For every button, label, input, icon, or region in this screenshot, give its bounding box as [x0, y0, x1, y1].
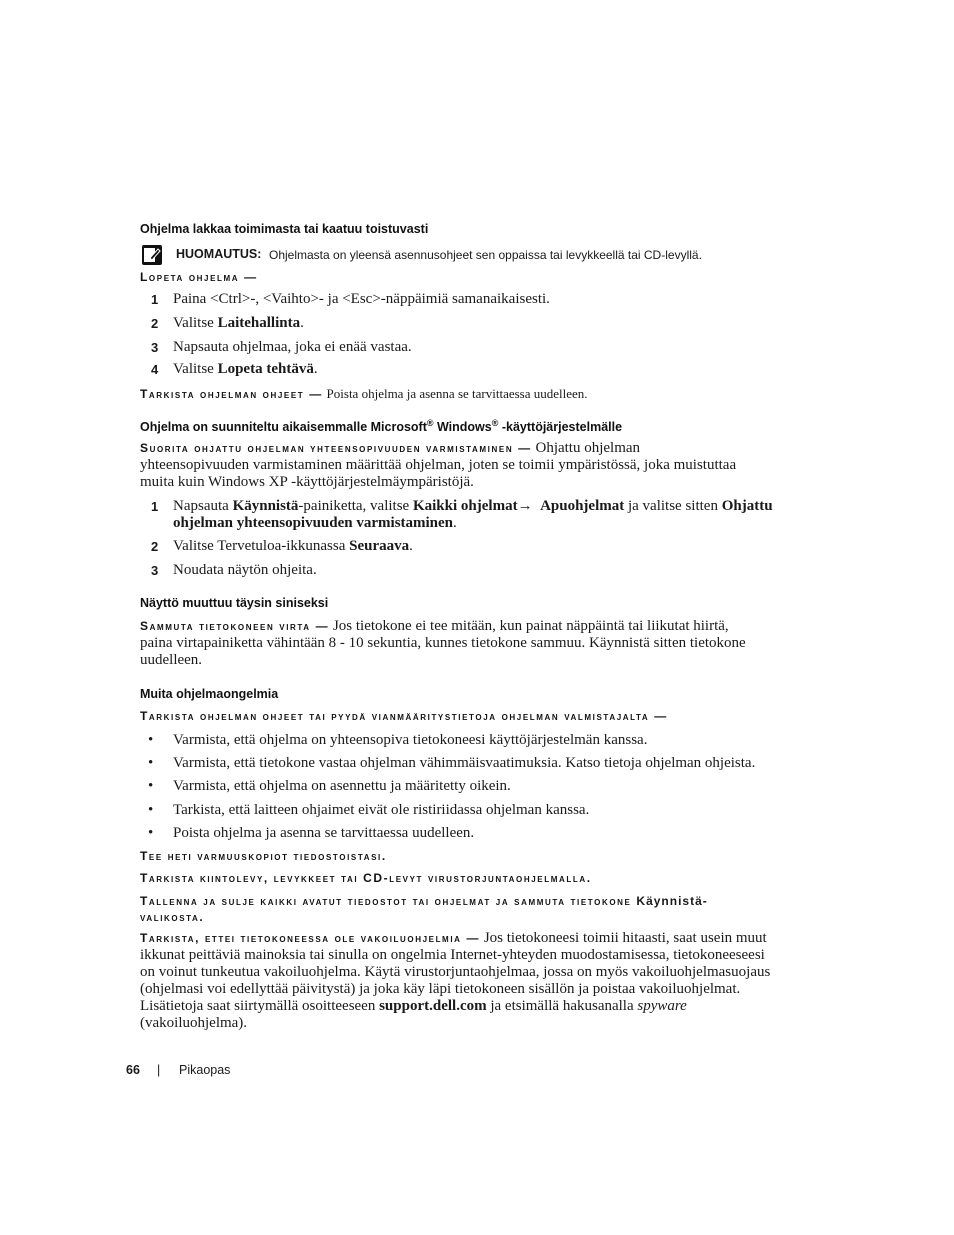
step-text: Valitse Tervetuloa-ikkunassa Seuraava.: [173, 538, 413, 554]
heading-program-crashes: Ohjelma lakkaa toimimasta tai kaatuu toistuvasti: [140, 222, 429, 236]
blue-screen-paragraph: Sammuta tietokoneen virta — Jos tietokone ei tee mitään, kun painat näppäintä tai liikutat hiirtä, paina virtapainiketta vähintään 8 - 10 sekuntia, kunnes tietokone sammuu. Käynnistä sitten tietokone uudelleen.: [140, 618, 746, 668]
lead-check-manufacturer: Tarkista ohjelman ohjeet tai pyydä vianmääritystietoja ohjelman valmistajalta —: [140, 709, 668, 723]
step-number: 1: [151, 499, 159, 514]
compatibility-paragraph: Suorita ohjattu ohjelman yhteensopivuuden varmistaminen — Ohjattu ohjelman yhteensopivuuden varmistaminen määrittää ohjelman, joten se toimii ympäristössä, joka muistuttaa muita kuin Windows XP -käyttöjärjestelmäympäristöjä.: [140, 440, 737, 490]
step-text: Napsauta Käynnistä-painiketta, valitse Kaikki ohjelmat→ Apuohjelmat ja valitse sitten Ohjattu ohjelman yhteensopivuuden varmistaminen.: [173, 498, 773, 531]
step-number: 3: [151, 340, 159, 355]
lead-backup: Tee heti varmuuskopiot tiedostoistasi.: [140, 849, 387, 863]
heading-other-problems: Muita ohjelmaongelmia: [140, 687, 279, 701]
footer-title: Pikaopas: [179, 1063, 231, 1077]
bullet-text: Varmista, että tietokone vastaa ohjelman vähimmäisvaatimuksia. Katso tietoja ohjelman ohjeista.: [173, 755, 756, 771]
bullet-text: Tarkista, että laitteen ohjaimet eivät ole ristiriidassa ohjelman kanssa.: [173, 802, 590, 818]
heading-older-windows: Ohjelma on suunniteltu aikaisemmalle Microsoft® Windows® -käyttöjärjestelmälle: [140, 418, 623, 435]
note-text: Ohjelmasta on yleensä asennusohjeet sen oppaissa tai levykkeellä tai CD-levyllä.: [269, 248, 702, 262]
step-text: Noudata näytön ohjeita.: [173, 562, 317, 578]
lead-end-program: Lopeta ohjelma —: [140, 270, 258, 284]
note-label: HUOMAUTUS:: [176, 247, 262, 261]
step-text: Valitse Laitehallinta.: [173, 315, 304, 331]
bullet-marker: •: [148, 755, 154, 771]
step-number: 1: [151, 292, 159, 307]
step-number: 3: [151, 563, 159, 578]
bullet-text: Varmista, että ohjelma on asennettu ja määritetty oikein.: [173, 778, 511, 794]
support-link[interactable]: support.dell.com: [379, 998, 487, 1014]
step-text: Paina <Ctrl>-, <Vaihto>- ja <Esc>-näppäimiä samanaikaisesti.: [173, 291, 550, 307]
step-number: 4: [151, 362, 159, 377]
bullet-marker: •: [148, 825, 154, 841]
lead-save-close: Tallenna ja sulje kaikki avatut tiedostot tai ohjelmat ja sammuta tietokone Käynnistä- valikosta.: [140, 894, 709, 924]
bullet-marker: •: [148, 732, 154, 748]
step-text: Valitse Lopeta tehtävä.: [173, 361, 318, 377]
bullet-marker: •: [148, 802, 154, 818]
check-instructions-paragraph: Tarkista ohjelman ohjeet — Poista ohjelma ja asenna se tarvittaessa uudelleen.: [140, 386, 588, 401]
bullet-text: Varmista, että ohjelma on yhteensopiva tietokoneesi käyttöjärjestelmän kanssa.: [173, 732, 648, 748]
bullet-text: Poista ohjelma ja asenna se tarvittaessa uudelleen.: [173, 825, 475, 841]
bullet-marker: •: [148, 778, 154, 794]
step-number: 2: [151, 316, 159, 331]
lead-virus-check: Tarkista kiintolevy, levykkeet tai CD-levyt virustorjuntaohjelmalla.: [140, 871, 592, 885]
footer-separator: |: [157, 1063, 161, 1077]
step-text: Napsauta ohjelmaa, joka ei enää vastaa.: [173, 339, 412, 355]
note-icon: [142, 245, 162, 265]
spyware-paragraph: Tarkista, ettei tietokoneessa ole vakoiluohjelmia — Jos tietokoneesi toimii hitaasti, saat usein muut ikkunat peittäviä mainoksia tai sinulla on ongelmia Internet-yhteyden muodostamisessa, tietokoneeseesi on voinut tunkeutua vakoiluohjelma. Käytä virustorjuntaohjelmaa, jossa on myös vakoiluohjelmasuojaus (ohjelmasi voi edellyttää päivitystä) ja joka käy läpi tietokoneen sisällön ja poistaa vakoiluohjelmat. Lisätietoja saat siirtymällä osoitteeseen support.dell.com ja etsimällä hakusanalla spyware (vakoiluohjelma).: [140, 930, 771, 1031]
heading-blue-screen: Näyttö muuttuu täysin siniseksi: [140, 596, 329, 610]
page-number: 66: [126, 1063, 140, 1077]
step-number: 2: [151, 539, 159, 554]
